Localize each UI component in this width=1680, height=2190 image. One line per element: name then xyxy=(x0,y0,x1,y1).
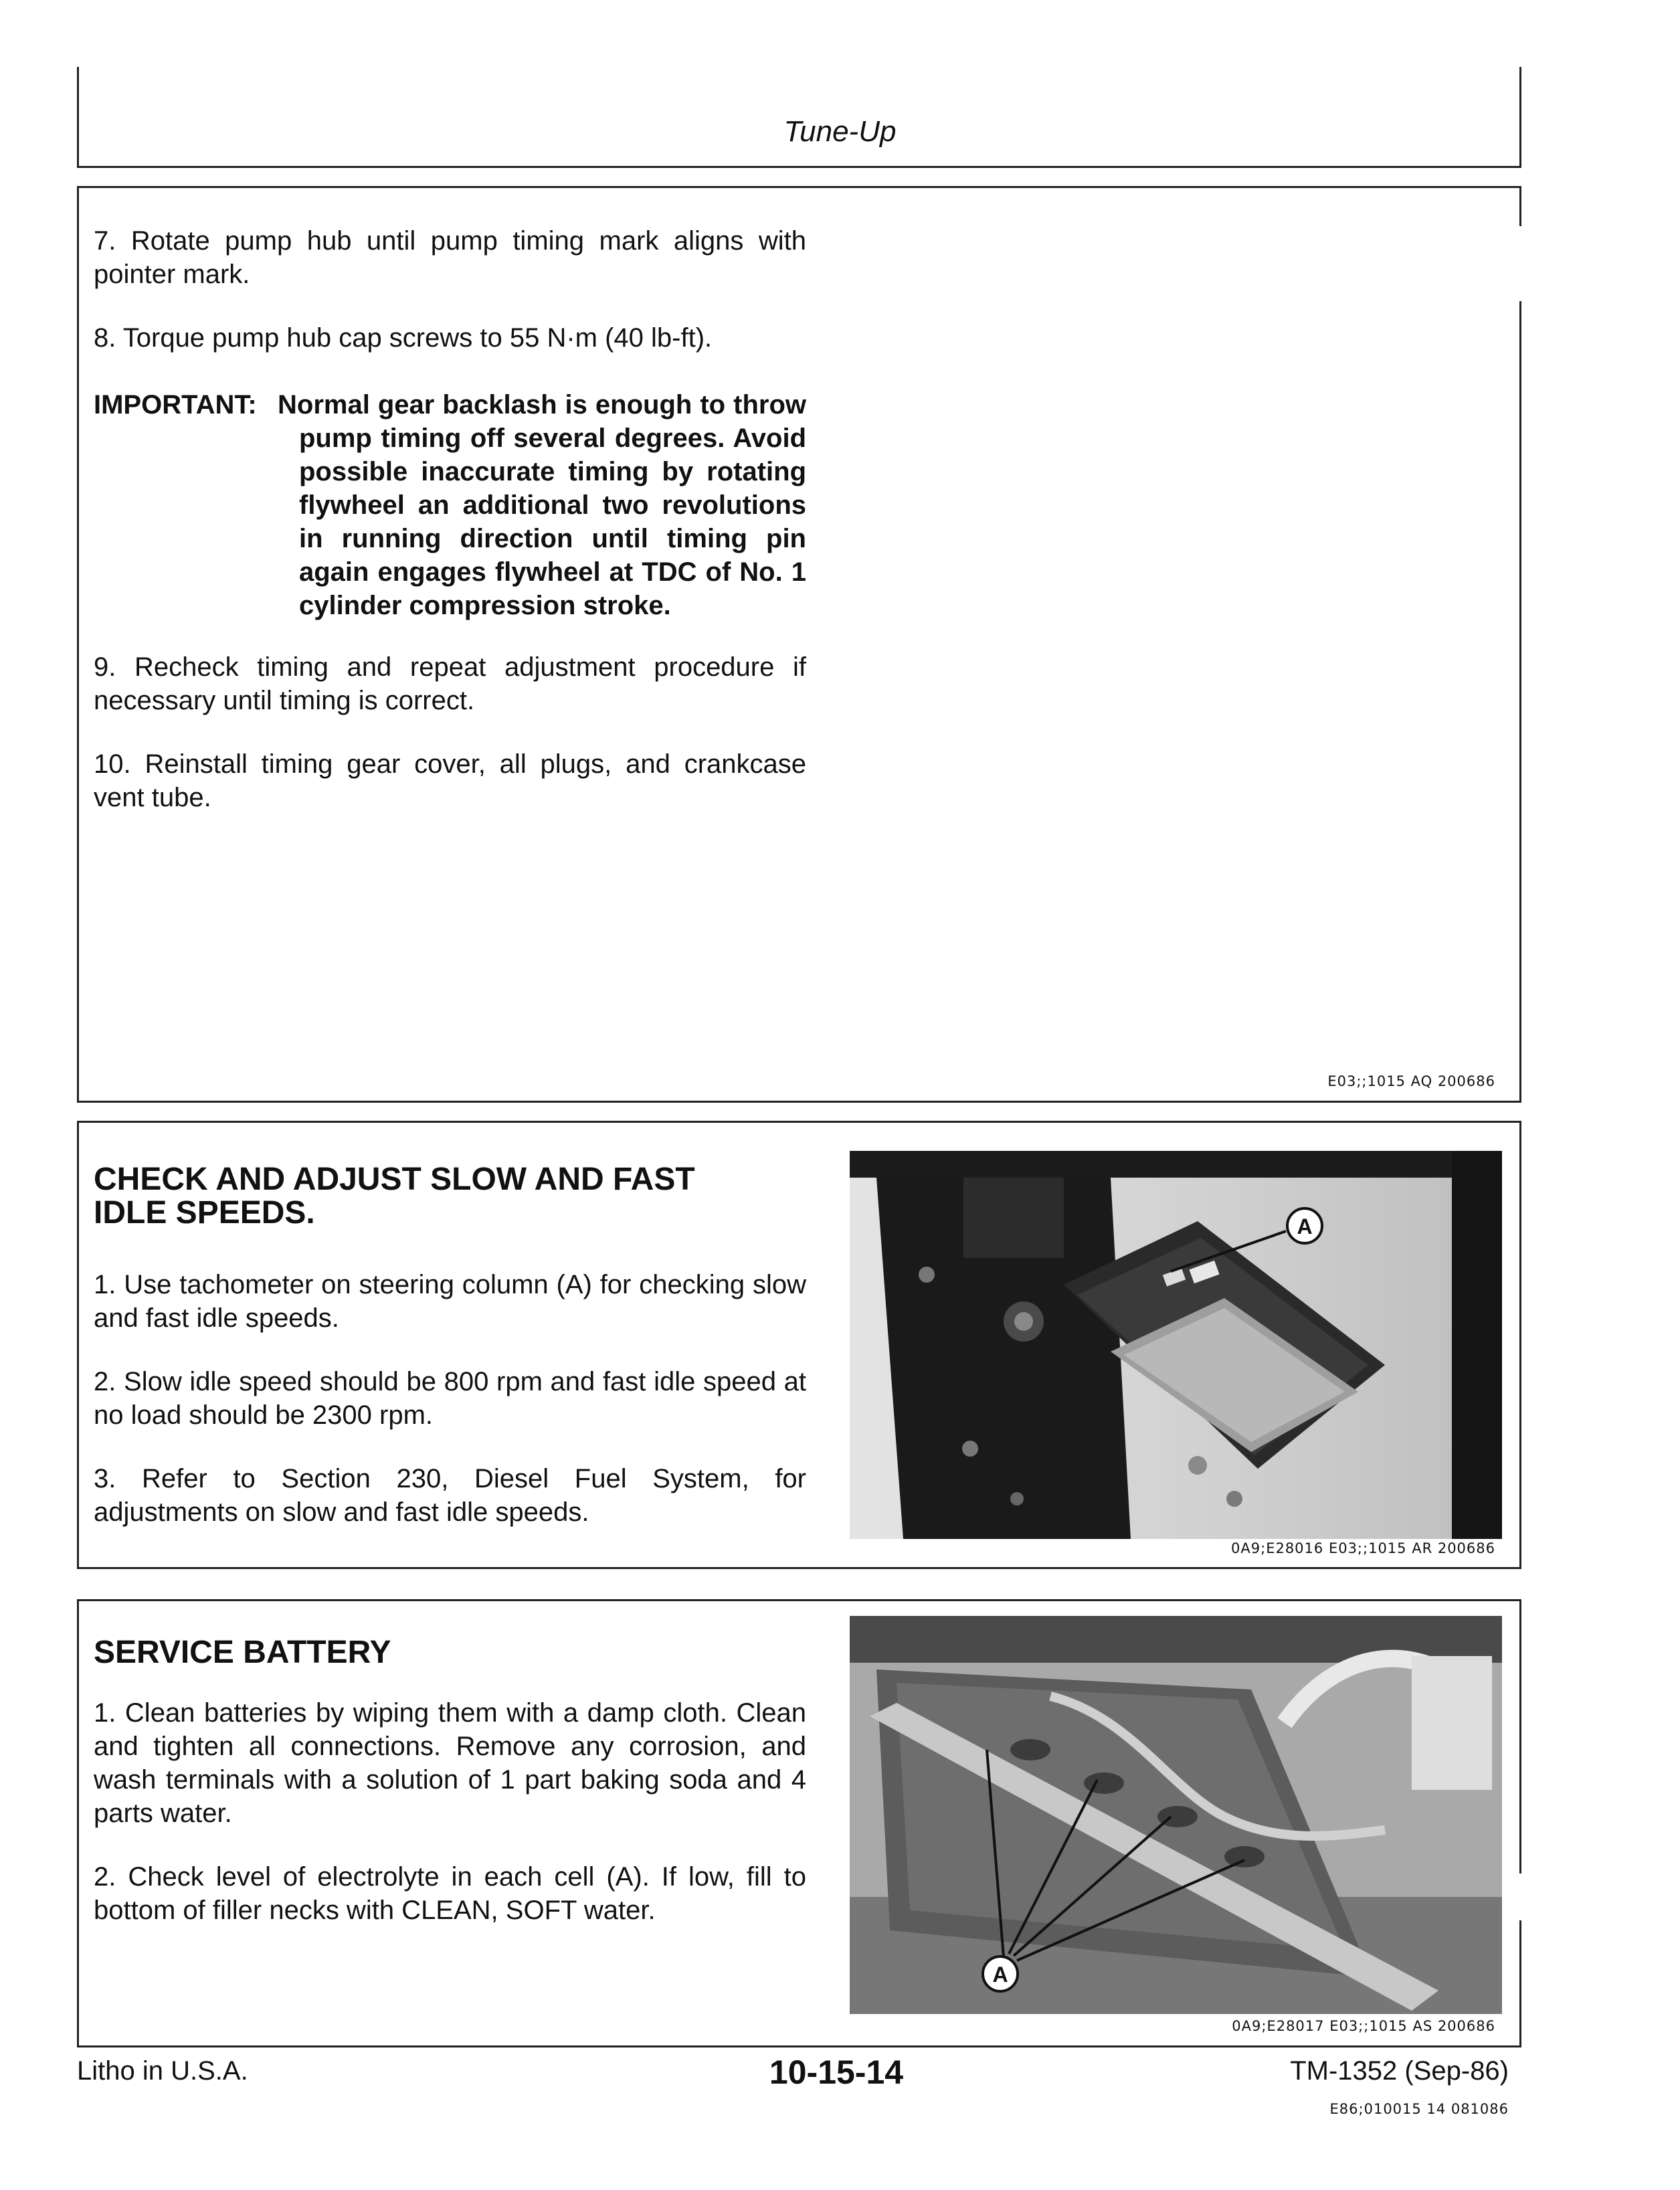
header-bottom-rule xyxy=(77,166,1521,168)
battery-step-1: 1. Clean batteries by wiping them with a damp cloth. Clean and tighten all connections. Remove any corrosion, and wash terminals with a solution of 1 part baking soda and 4 parts water. xyxy=(94,1698,806,1828)
footer-litho: Litho in U.S.A. xyxy=(77,2056,248,2086)
section2-right-rule xyxy=(1519,1121,1521,1569)
step-9: 9. Recheck timing and repeat adjustment procedure if necessary until timing is correct. xyxy=(94,652,806,715)
section3-top-rule xyxy=(77,1599,1521,1601)
section2-bottom-rule xyxy=(77,1567,1521,1569)
battery-photo xyxy=(850,1616,1502,2014)
section3-right-rule-lower xyxy=(1519,1920,1521,2047)
important-label: IMPORTANT: xyxy=(94,390,257,420)
section2-heading xyxy=(94,1163,830,1230)
important-text: Normal gear backlash is enough to throw pump timing off several degrees. Avoid possible inaccurate timing by rotating flywheel an additional two revolutions in running direction until timing pin again engages flywheel at TDC of No. 1 cylinder compression stroke. xyxy=(278,390,806,620)
section1-body xyxy=(94,224,806,355)
section3-left-rule xyxy=(77,1599,79,2047)
section1-right-rule-lower xyxy=(1519,301,1521,1103)
battery-callout-label: A xyxy=(992,1963,1008,1987)
footer-code: E86;010015 14 081086 xyxy=(1329,2101,1509,2117)
battery-step-2: 2. Check level of electrolyte in each cell (A). If low, fill to bottom of filler necks with CLEAN, SOFT water. xyxy=(94,1862,806,1925)
section2-reference-code: 0A9;E28016 E03;;1015 AR 200686 xyxy=(1231,1540,1495,1556)
section1-bottom-rule xyxy=(77,1101,1521,1103)
battery-photo-graphic xyxy=(850,1616,1502,2014)
page-header-title: Tune-Up xyxy=(783,115,897,148)
tachometer-photo xyxy=(850,1151,1502,1539)
section3-bottom-rule xyxy=(77,2045,1521,2047)
section2-top-rule xyxy=(77,1121,1521,1123)
section3-reference-code: 0A9;E28017 E03;;1015 AS 200686 xyxy=(1232,2018,1495,2034)
idle-step-1: 1. Use tachometer on steering column (A) for checking slow and fast idle speeds. xyxy=(94,1270,806,1333)
tachometer-photo-graphic xyxy=(850,1151,1502,1539)
section3-heading: SERVICE BATTERY xyxy=(94,1635,391,1670)
idle-step-2: 2. Slow idle speed should be 800 rpm and fast idle speed at no load should be 2300 rpm. xyxy=(94,1367,806,1430)
section3-right-rule xyxy=(1519,1599,1521,1874)
section1-reference-code: E03;;1015 AQ 200686 xyxy=(1327,1073,1495,1089)
footer-page-number: 10-15-14 xyxy=(769,2054,904,2091)
section2-left-rule xyxy=(77,1121,79,1569)
section3-body xyxy=(94,1696,806,1927)
step-8: 8. Torque pump hub cap screws to 55 N·m (40 lb-ft). xyxy=(94,323,713,353)
tachometer-callout-label: A xyxy=(1297,1214,1313,1239)
important-note xyxy=(94,388,806,622)
section1-body-lower xyxy=(94,650,806,814)
idle-step-3: 3. Refer to Section 230, Diesel Fuel System, for adjustments on slow and fast idle speeds. xyxy=(94,1464,806,1527)
section1-top-rule xyxy=(77,186,1521,188)
step-7: 7. Rotate pump hub until pump timing mark aligns with pointer mark. xyxy=(94,226,806,289)
section1-right-rule xyxy=(1519,186,1521,226)
step-10: 10. Reinstall timing gear cover, all plugs, and crankcase vent tube. xyxy=(94,749,806,812)
section2-heading-line1: CHECK AND ADJUST SLOW AND FAST xyxy=(94,1162,695,1197)
section2-body xyxy=(94,1268,806,1529)
footer-manual-id: TM-1352 (Sep-86) xyxy=(1290,2056,1509,2086)
section2-heading-line2: IDLE SPEEDS. xyxy=(94,1195,315,1230)
section1-left-rule xyxy=(77,186,79,1103)
